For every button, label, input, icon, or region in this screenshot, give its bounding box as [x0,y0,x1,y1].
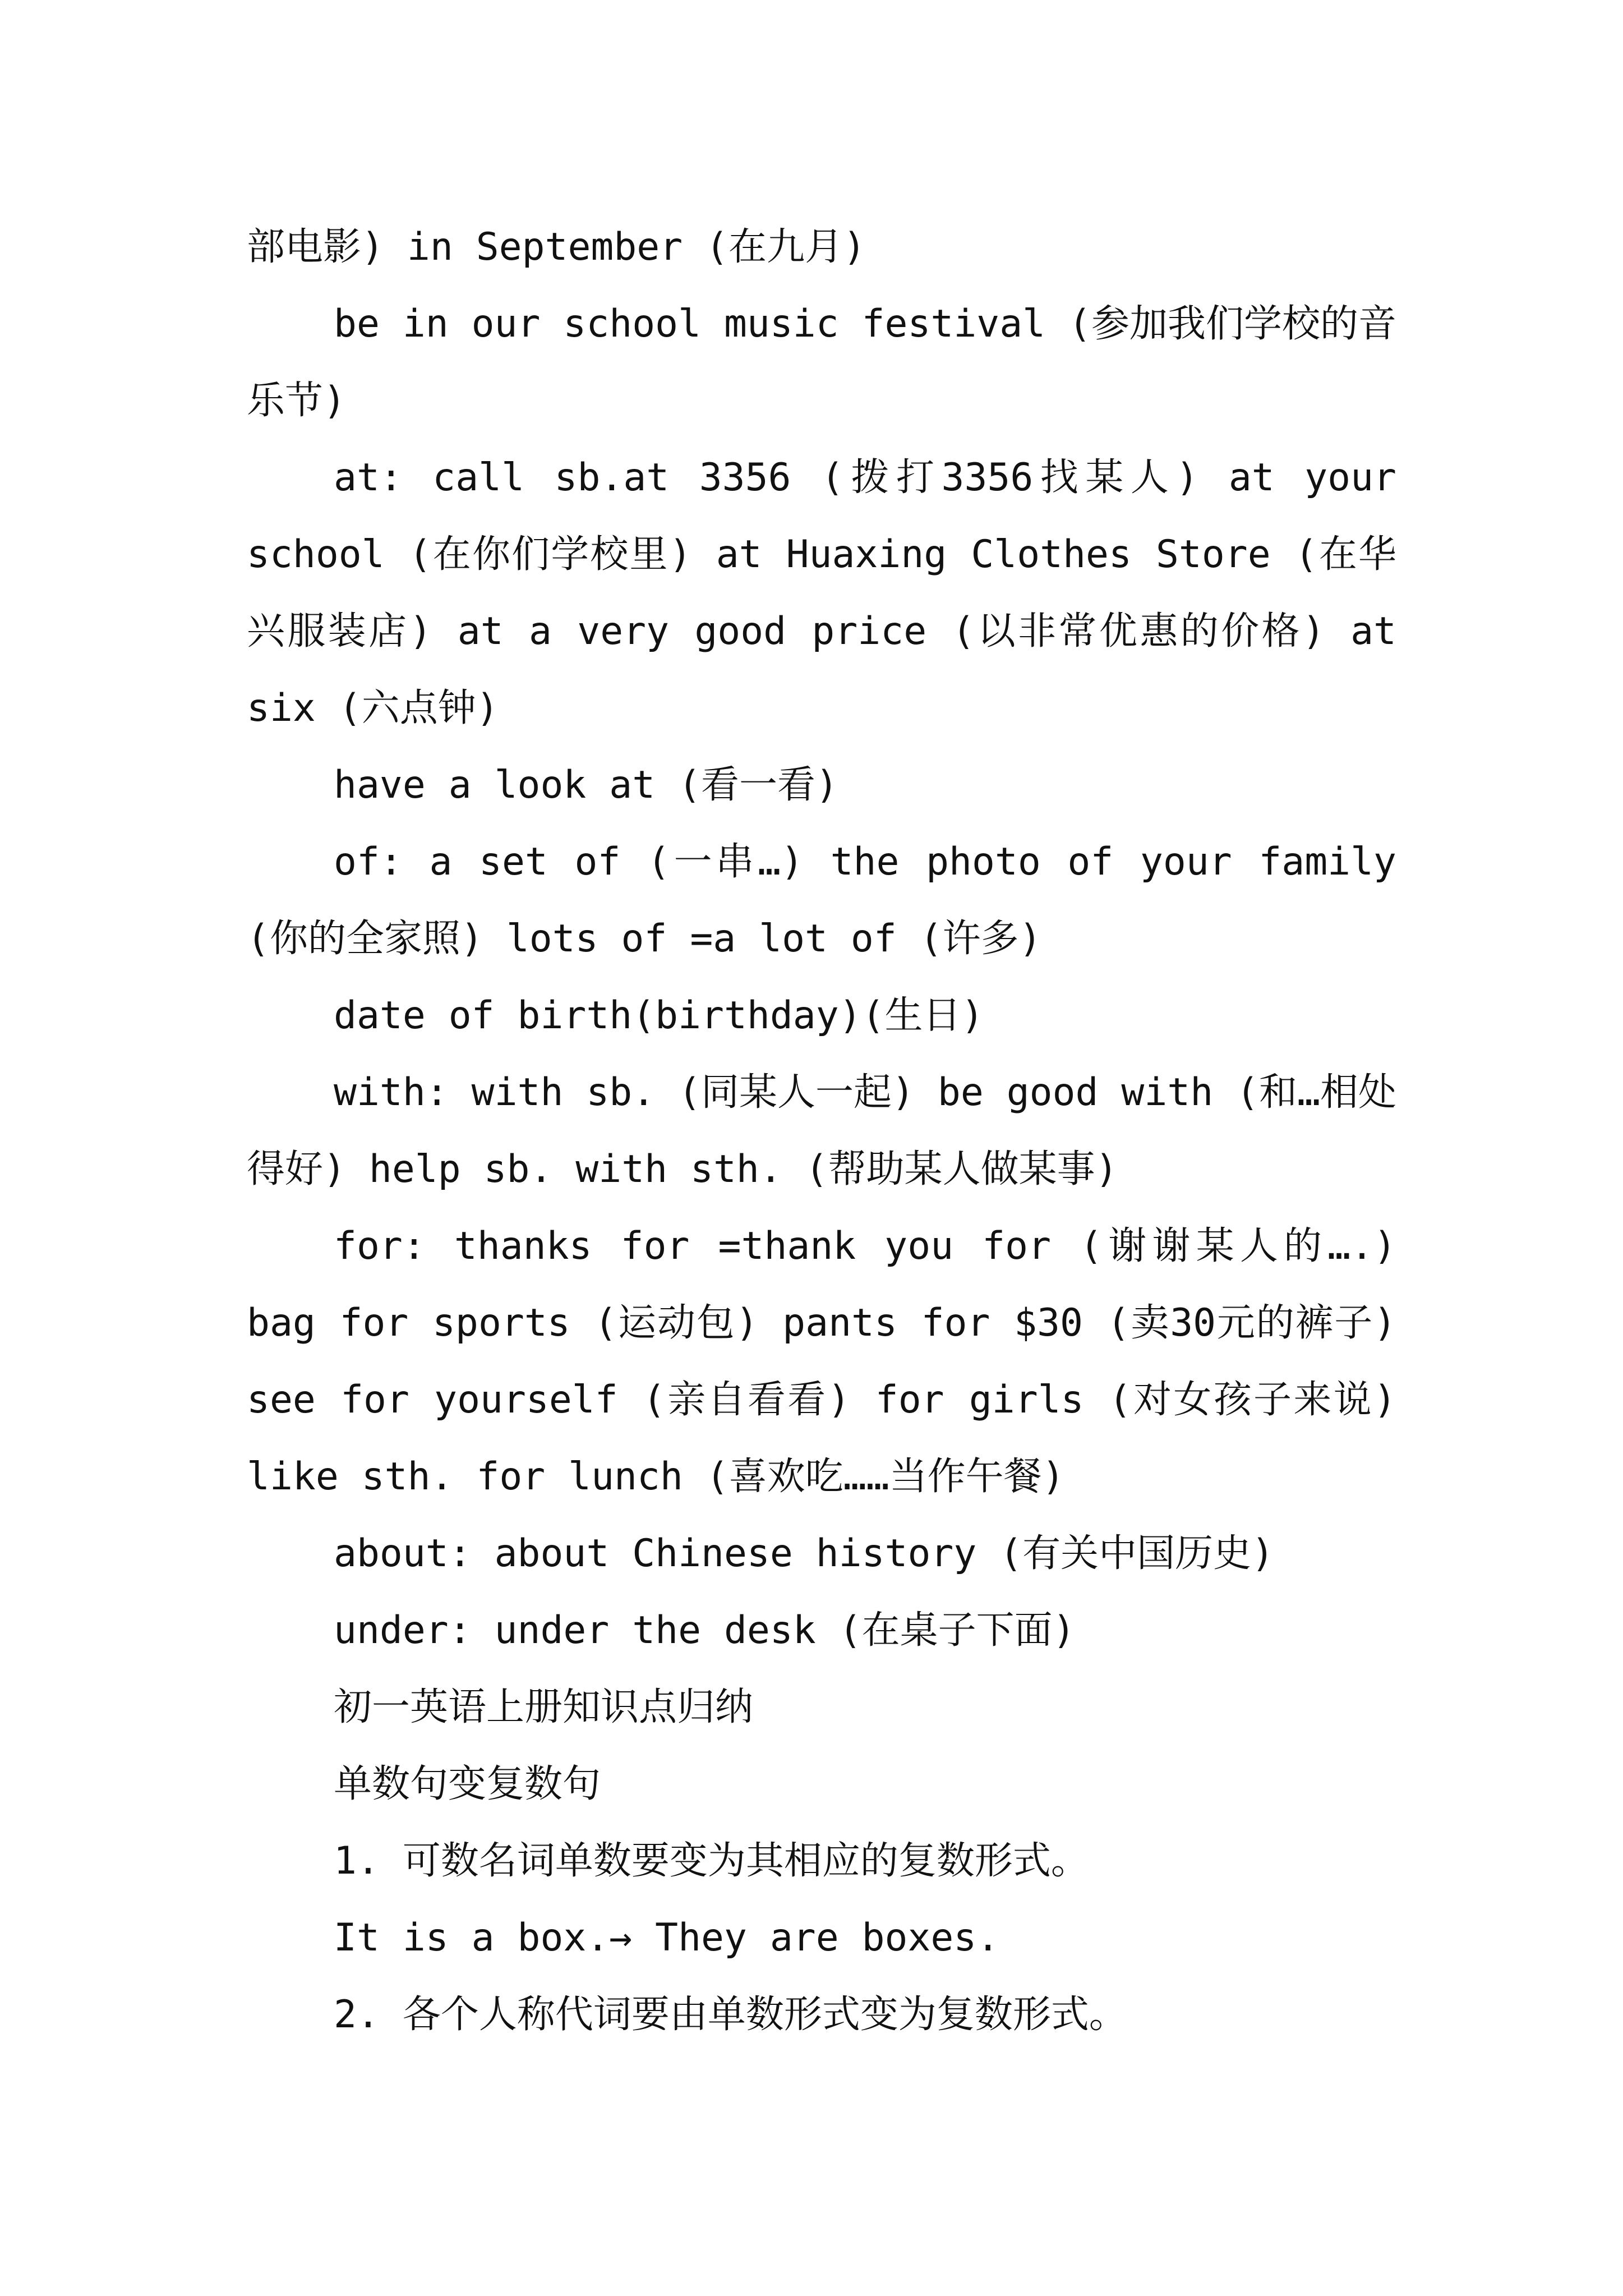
paragraph-9: about: about Chinese history (有关中国历史) [334,1531,1275,1576]
list-item-1: 1. 可数名词单数要变为其相应的复数形式。 [334,1839,1089,1883]
section-title: 初一英语上册知识点归纳 [334,1685,754,1729]
paragraph-8: for: thanks for =thank you for (谢谢某人的….) bag for sports (运动包) pants for $30 (卖30元的裤子) see for yourself (亲自看看) for girls (对女孩子来说) like sth. for lunch (喜欢吃……当作午餐) [247,1224,1396,1499]
paragraph-3: at: call sb.at 3356 (拨打3356找某人) at your school (在你们学校里) at Huaxing Clothes Store (在华兴服装店) at a very good price (以非常优惠的价格) at six (六点钟) [247,455,1396,730]
paragraph-7: with: with sb. (同某人一起) be good with (和…相处得好) help sb. with sth. (帮助某人做某事) [247,1070,1397,1191]
list-item-2: 2. 各个人称代词要由单数形式变为复数形式。 [334,1993,1127,2037]
paragraph-10: under: under the desk (在桌子下面) [334,1608,1076,1653]
subsection-title: 单数句变复数句 [334,1762,601,1806]
document-body [247,209,1396,2053]
paragraph-4: have a look at (看一看) [334,763,838,807]
example-sentence: It is a box.→ They are boxes. [334,1916,1000,1960]
paragraph-6: date of birth(birthday)(生日) [334,993,984,1038]
paragraph-2: be in our school music festival (参加我们学校的音乐节) [247,302,1397,423]
paragraph-1: 部电影) in September (在九月) [247,225,866,269]
paragraph-5: of: a set of (一串…) the photo of your family (你的全家照) lots of =a lot of (许多) [247,840,1396,961]
